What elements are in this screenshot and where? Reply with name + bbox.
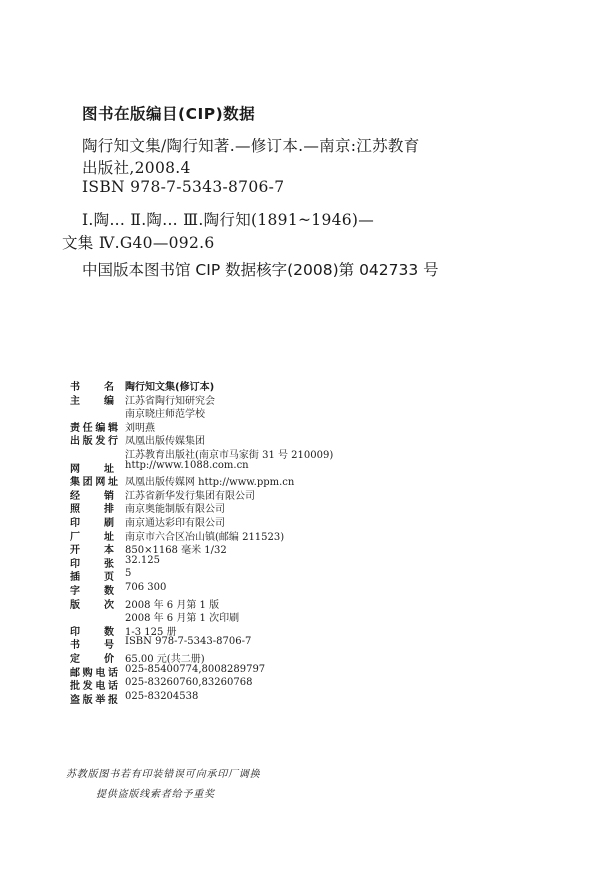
- detail-label: 版 次: [70, 599, 114, 611]
- detail-value: 65.00 元(共二册): [125, 654, 205, 665]
- detail-value: 1-3 125 册: [125, 626, 177, 638]
- detail-label: 插 页: [70, 572, 114, 584]
- detail-label: 集 团 网 址: [70, 477, 118, 489]
- detail-label: 书 号: [70, 640, 114, 652]
- detail-value: 850×1168 毫米 1/32: [125, 545, 227, 557]
- detail-label: 书 名: [70, 382, 114, 393]
- detail-value: 025-83204538: [125, 690, 199, 702]
- detail-label: 字 数: [70, 586, 114, 597]
- detail-value: 陶行知文集(修订本): [125, 382, 215, 393]
- detail-label: 印 刷: [70, 518, 114, 529]
- detail-label: 主 编: [70, 395, 114, 407]
- detail-label: 印 张: [70, 558, 114, 570]
- detail-label: 厂 址: [70, 531, 114, 543]
- detail-label: 批 发 电 话: [70, 681, 118, 693]
- notice-line-1: 苏教版图书若有印装错误可向承印厂调换: [66, 769, 261, 780]
- cip-subject-line-2: 文集 Ⅳ.G40—092.6: [62, 234, 215, 252]
- detail-value: 2008 年 6 月第 1 版: [125, 599, 220, 611]
- detail-label: 照 排: [70, 504, 114, 516]
- detail-value: 南京晓庄师范学校: [125, 409, 205, 421]
- detail-label: 网 址: [70, 463, 114, 475]
- cip-entry-line-1: 陶行知文集/陶行知著.—修订本.—南京:江苏教育: [82, 137, 420, 155]
- cip-subject-line-1: Ⅰ.陶... Ⅱ.陶... Ⅲ.陶行知(1891~1946)—: [82, 211, 375, 229]
- detail-label: 出 版 发 行: [70, 436, 118, 448]
- detail-value: 2008 年 6 月第 1 次印刷: [125, 613, 240, 625]
- detail-value: 凤凰出版传媒网 http://www.ppm.cn: [125, 477, 295, 489]
- detail-value: 南京奥能制版有限公司: [125, 504, 225, 516]
- detail-label: 邮 购 电 话: [70, 667, 118, 679]
- detail-value: 南京通达彩印有限公司: [125, 518, 225, 529]
- detail-label: 开 本: [70, 545, 114, 557]
- detail-value: 5: [125, 568, 132, 580]
- detail-value: 江苏省新华发行集团有限公司: [125, 490, 255, 502]
- cip-heading: 图书在版编目(CIP)数据: [82, 105, 256, 123]
- detail-value: 706 300: [125, 582, 167, 593]
- notice-line-2: 提供盗版线索者给予重奖: [96, 789, 215, 800]
- detail-value: 南京市六合区冶山镇(邮编 211523): [125, 531, 285, 543]
- cip-entry-line-2: 出版社,2008.4: [82, 159, 191, 177]
- detail-value: 32.125: [125, 554, 160, 566]
- cip-isbn-line: ISBN 978-7-5343-8706-7: [82, 178, 285, 196]
- detail-value: 江苏省陶行知研究会: [125, 395, 215, 407]
- detail-label: 盗 版 举 报: [70, 694, 118, 706]
- detail-label: 经 销: [70, 490, 114, 502]
- detail-value: http://www.1088.com.cn: [125, 459, 249, 471]
- detail-value: 刘明燕: [125, 422, 155, 434]
- detail-value: 025-85400774,8008289797: [125, 663, 266, 675]
- detail-value: 江苏教育出版社(南京市马家街 31 号 210009): [125, 449, 334, 461]
- cip-data-number: 中国版本图书馆 CIP 数据核字(2008)第 042733 号: [82, 261, 439, 279]
- detail-value: ISBN 978-7-5343-8706-7: [125, 636, 252, 648]
- detail-label: 印 数: [70, 626, 114, 638]
- detail-value: 凤凰出版传媒集团: [125, 436, 205, 448]
- detail-value: 025-83260760,83260768: [125, 677, 253, 689]
- detail-label: 责 任 编 辑: [70, 422, 118, 434]
- detail-label: 定 价: [70, 654, 114, 665]
